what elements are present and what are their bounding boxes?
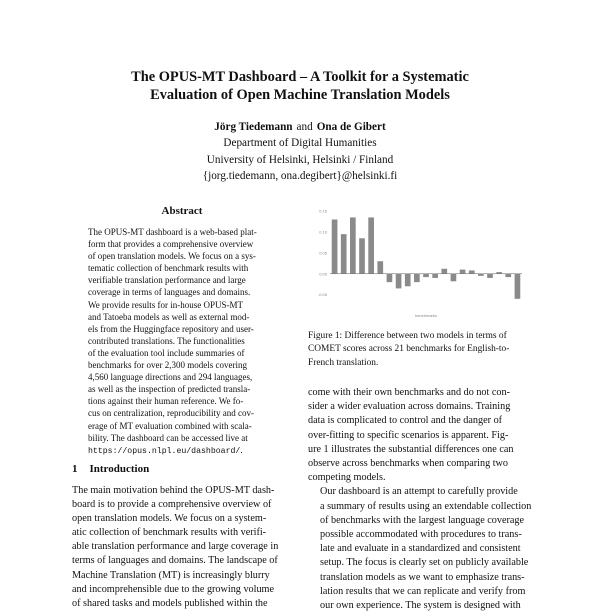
paragraph-line: competing models.	[308, 472, 386, 484]
bar-benchmark-9	[405, 274, 411, 287]
abstract-line: tematic collection of benchmark results with	[88, 263, 249, 274]
paragraph-line: our own experience. The system is designed with	[320, 600, 521, 612]
paragraph-line: sider a wider evaluation across domains. Training	[308, 401, 511, 413]
author-university: University of Helsinki, Helsinki / Finland	[206, 153, 394, 166]
x-axis-label: benchmarks	[415, 313, 437, 318]
paragraph-line: of benchmarks with the largest language coverage	[320, 514, 525, 526]
paragraph-line: translation models as we want to emphasize trans-	[320, 571, 525, 583]
intro-line: board is to provide a comprehensive overview of	[72, 499, 272, 511]
intro-line: The main motivation behind the OPUS-MT dash-	[72, 485, 275, 496]
abstract-line: els from the Huggingface repository and user-	[88, 323, 254, 334]
author-conjunction: and	[296, 121, 313, 133]
intro-body-left	[72, 484, 292, 611]
bar-benchmark-1	[332, 220, 338, 274]
abstract-line: bility. The dashboard can be accessed live at	[88, 432, 248, 443]
abstract-line: as well as the inspection of predicted transla-	[88, 384, 251, 395]
abstract-line: coverage in terms of languages and domains.	[88, 287, 251, 298]
intro-line: Machine Translation (MT) is increasingly blurry	[72, 569, 270, 581]
abstract-heading: Abstract	[161, 205, 203, 217]
section-heading	[72, 463, 149, 475]
paragraph-line: late and evaluate in a standardized and consistent	[320, 543, 521, 555]
bar-benchmark-8	[396, 274, 402, 289]
intro-line: and incomprehensible due to the growing volume	[72, 583, 275, 595]
bar-benchmark-12	[432, 274, 438, 278]
y-tick-label: 0.05	[319, 250, 327, 256]
paragraph-line: come with their own benchmarks and do not con-	[308, 387, 510, 398]
y-tick-label: -0.05	[317, 292, 327, 298]
y-tick-label: 0.00	[319, 271, 327, 277]
y-tick-label: 0.10	[319, 229, 327, 235]
paragraph-line: lation results that we can replicate and verify from	[320, 585, 526, 597]
section-number: 1	[72, 463, 78, 475]
bar-benchmark-4	[359, 238, 365, 273]
bar-benchmark-21	[515, 274, 521, 299]
bar-benchmark-18	[487, 274, 493, 278]
intro-body-right	[308, 386, 532, 613]
abstract-line: tions against their human reference. We fo-	[88, 396, 244, 407]
abstract-line: cus on centralization, reproducibility and cov-	[88, 408, 254, 419]
bar-benchmark-5	[368, 217, 374, 273]
abstract-line: benchmarks for over 2,300 models covering	[88, 360, 247, 371]
abstract-line: erage of MT evaluation combined with scala-	[88, 420, 252, 431]
abstract-line: form that provides a comprehensive overview	[88, 239, 254, 250]
title-line-2: Evaluation of Open Machine Translation Models	[150, 87, 450, 103]
abstract-line: The OPUS-MT dashboard is a web-based plat-	[88, 227, 257, 237]
title-line-1: The OPUS-MT Dashboard – A Toolkit for a Systematic	[131, 69, 469, 85]
author-department: Department of Digital Humanities	[223, 137, 377, 150]
abstract-body	[88, 226, 278, 458]
author-2: Ona de Gibert	[316, 121, 386, 133]
abstract-line: verifiable translation performance and large	[88, 275, 246, 286]
paper-title	[60, 68, 540, 104]
figure-1-chart	[310, 203, 530, 323]
intro-line: terms of languages and domains. The landscape of	[72, 555, 278, 567]
bar-benchmark-17	[478, 274, 484, 276]
y-tick-label: 0.15	[319, 208, 327, 214]
bar-benchmark-10	[414, 274, 420, 282]
url-period: .	[240, 444, 243, 455]
paragraph-line: data is complicated to control and the danger of	[308, 415, 503, 427]
dashboard-url[interactable]: https://opus.nlpl.eu/dashboard/	[88, 446, 241, 456]
bar-benchmark-2	[341, 234, 347, 274]
bar-benchmark-13	[441, 269, 447, 274]
abstract-lines	[88, 226, 278, 444]
intro-line: atic collection of benchmark results with verifi-	[72, 527, 267, 539]
bar-benchmark-6	[377, 261, 383, 274]
paragraph-line: over-fitting to specific scenarios is apparent. Fig-	[308, 429, 509, 441]
paragraph-line: a summary of results using an extendable collection	[320, 500, 532, 512]
paragraph-line: setup. The focus is clearly set on publicly available	[320, 557, 529, 569]
bar-benchmark-7	[387, 274, 393, 282]
intro-line: of shared tasks and models published within the	[72, 597, 268, 609]
paragraph-2	[308, 485, 532, 613]
paragraph-line: possible accommodated with procedures to trans-	[320, 529, 522, 541]
bar-benchmark-20	[505, 274, 511, 277]
author-block	[150, 119, 450, 185]
author-email: {jorg.tiedemann, ona.degibert}@helsinki.fi	[202, 170, 398, 183]
abstract-line: and Tatoeba models as well as external mod-	[88, 311, 250, 322]
author-1: Jörg Tiedemann	[214, 121, 293, 133]
bar-benchmark-14	[451, 274, 457, 282]
author-names	[150, 119, 450, 135]
paragraph-1	[308, 386, 532, 485]
bar-benchmark-11	[423, 274, 429, 277]
intro-line: open translation models. We focus on a system-	[72, 513, 267, 525]
abstract-line: contributed translations. The functionalities	[88, 335, 245, 346]
section-title: Introduction	[89, 463, 150, 475]
bar-benchmark-19	[496, 272, 502, 274]
abstract-line: We provide results for in-house OPUS-MT	[88, 299, 244, 310]
paragraph-line: observe across benchmarks when comparing two	[308, 458, 509, 470]
paragraph-line: ure 1 illustrates the substantial differences one can	[308, 443, 514, 455]
bar-benchmark-15	[460, 270, 466, 274]
figure-1-caption: Figure 1: Difference between two models in terms of COMET scores across 21 benchmarks for English-to-French translation.	[308, 331, 510, 368]
bar-benchmark-3	[350, 217, 356, 273]
abstract-line: 4,560 language directions and 294 languages,	[88, 372, 253, 383]
abstract-line: of the evaluation tool include summaries of	[88, 347, 245, 358]
bar-benchmark-16	[469, 270, 475, 273]
abstract-line: of open translation models. We focus on a sys-	[88, 251, 256, 262]
intro-line: able translation performance and large coverage in	[72, 541, 279, 553]
paragraph-line: Our dashboard is an attempt to carefully provide	[320, 486, 518, 498]
